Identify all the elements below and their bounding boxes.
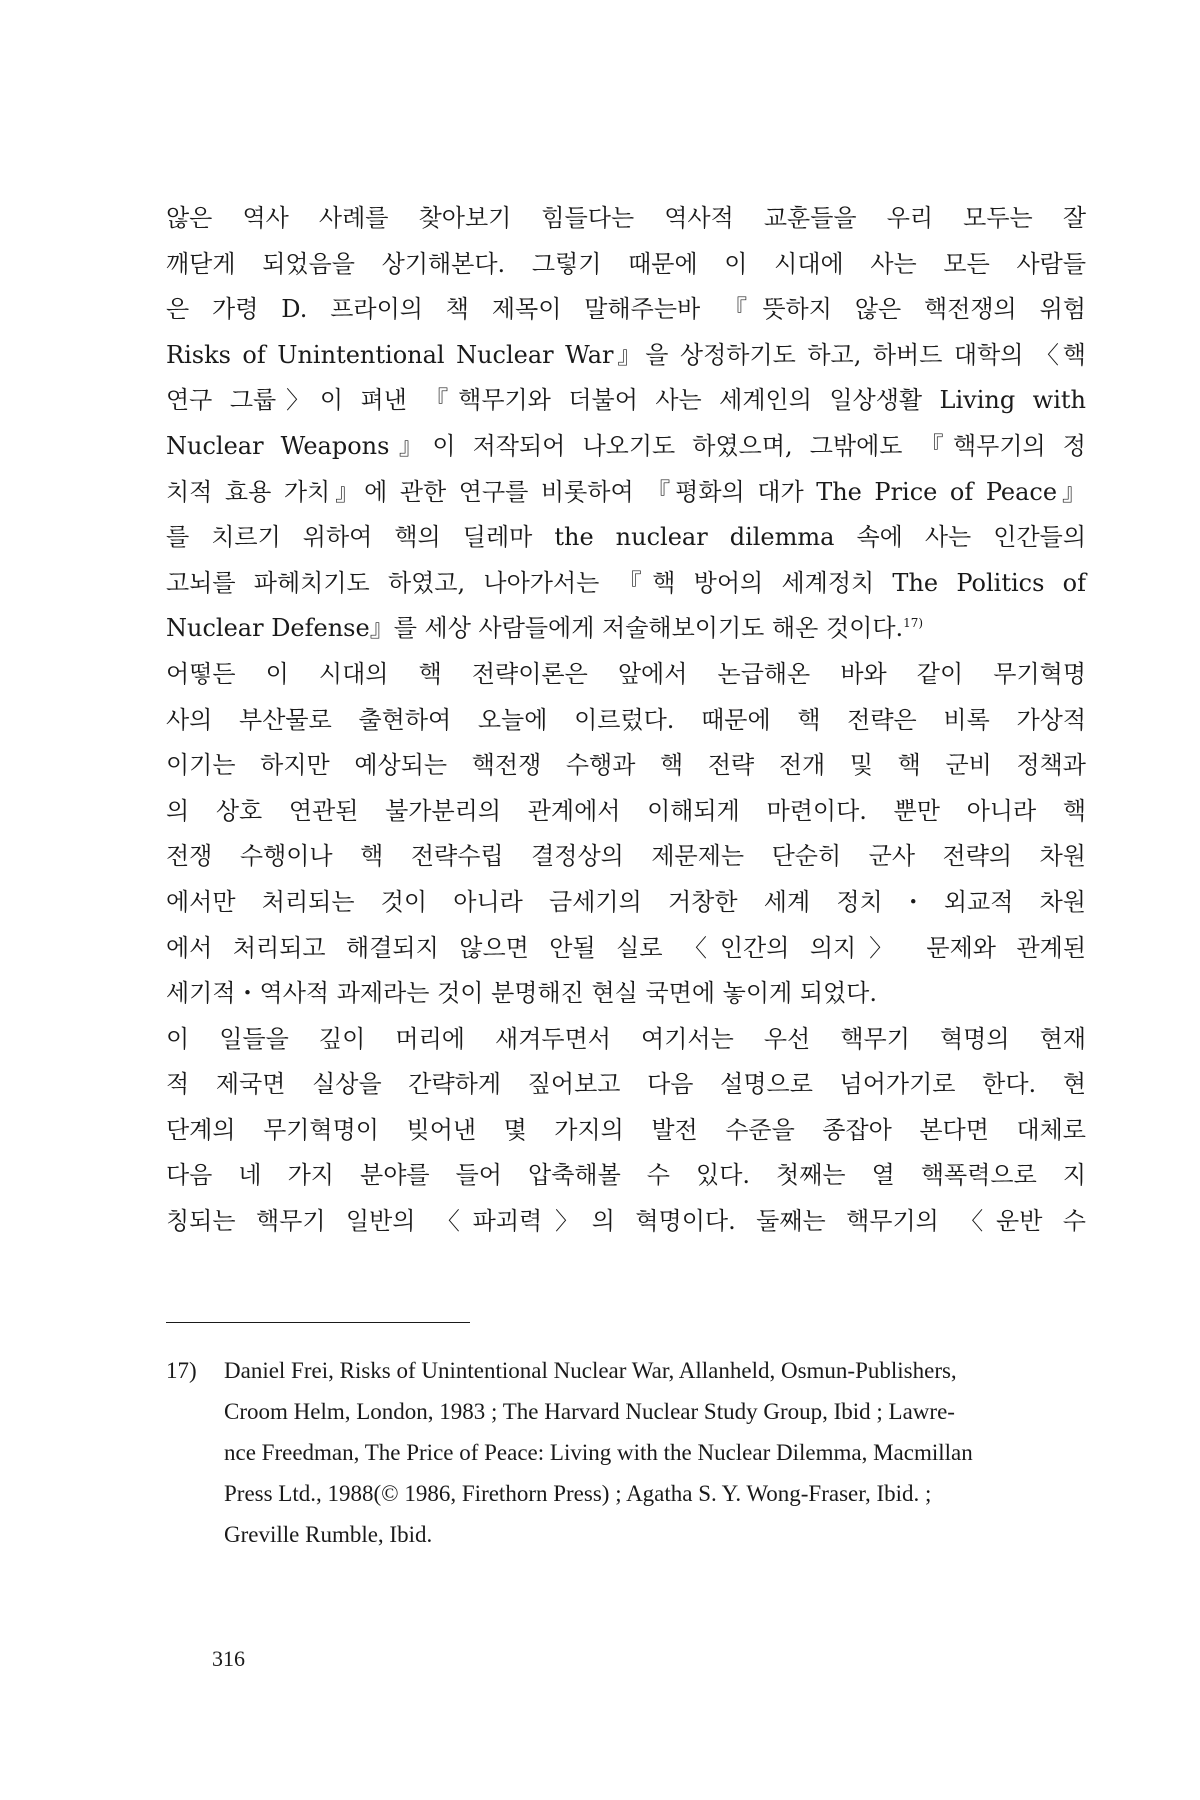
footnote-divider [166, 1322, 470, 1323]
body-line: 사의 부산물로 출현하여 오늘에 이르렀다. 때문에 핵 전략은 비록 가상적 [166, 705, 1086, 734]
footnote-line: Press Ltd., 1988(© 1986, Firethorn Press) ; Agatha S. Y. Wong-Fraser, Ibid. ; [224, 1481, 932, 1506]
body-line: 다음 네 가지 분야를 들어 압축해볼 수 있다. 첫째는 열 핵폭력으로 지 [166, 1161, 1086, 1190]
body-line: 어떻든 이 시대의 핵 전략이론은 앞에서 논급해온 바와 같이 무기혁명 [166, 659, 1086, 688]
footnote-text: Daniel Frei, Risks of Unintentional Nuclear War, Allanheld, Osmun-Publishers, [224, 1358, 957, 1383]
body-line: 에서 처리되고 해결되지 않으면 안될 실로 〈인간의 의지〉 문제와 관계된 [166, 933, 1086, 962]
body-line-text: Nuclear Defense』를 세상 사람들에게 저술해보이기도 해온 것이다. [166, 614, 904, 643]
footnote-line: Croom Helm, London, 1983 ; The Harvard Nuclear Study Group, Ibid ; Lawre- [224, 1399, 955, 1424]
body-line: 를 치르기 위하여 핵의 딜레마 the nuclear dilemma 속에 사는 인간들의 [166, 523, 1086, 552]
body-line: 이 일들을 깊이 머리에 새겨두면서 여기서는 우선 핵무기 혁명의 현재 [166, 1024, 1086, 1053]
body-line: 연구 그룹〉이 펴낸 『핵무기와 더불어 사는 세계인의 일상생활 Living with [166, 386, 1086, 415]
footnote-line: Greville Rumble, Ibid. [224, 1522, 433, 1547]
page-number: 316 [212, 1646, 245, 1671]
footnote [166, 1350, 1086, 1555]
body-line-with-footnote-ref [166, 606, 1086, 652]
footnote-line [166, 1350, 1086, 1391]
body-line: 전쟁 수행이나 핵 전략수립 결정상의 제문제는 단순히 군사 전략의 차원 [166, 842, 1086, 871]
body-line: 은 가령 D. 프라이의 책 제목이 말해주는바 『뜻하지 않은 핵전쟁의 위험 [166, 295, 1086, 324]
body-line: 단계의 무기혁명이 빚어낸 몇 가지의 발전 수준을 종잡아 본다면 대체로 [166, 1115, 1086, 1144]
body-line: 고뇌를 파헤치기도 하였고, 나아가서는 『핵 방어의 세계정치 The Politics of [166, 568, 1086, 597]
body-line: 의 상호 연관된 불가분리의 관계에서 이해되게 마련이다. 뿐만 아니라 핵 [166, 796, 1086, 825]
body-line: 이기는 하지만 예상되는 핵전쟁 수행과 핵 전략 전개 및 핵 군비 정책과 [166, 751, 1086, 780]
body-line: 에서만 처리되는 것이 아니라 금세기의 거창한 세계 정치・외교적 차원 [166, 887, 1086, 916]
body-line: 깨닫게 되었음을 상기해본다. 그렇기 때문에 이 시대에 사는 모든 사람들 [166, 249, 1086, 278]
body-line: Risks of Unintentional Nuclear War』을 상정하기도 하고, 하버드 대학의 〈핵 [166, 340, 1086, 369]
body-line: 적 제국면 실상을 간략하게 짚어보고 다음 설명으로 넘어가기로 한다. 현 [166, 1070, 1086, 1099]
body-line: 세기적・역사적 과제라는 것이 분명해진 현실 국면에 놓이게 되었다. [166, 979, 877, 1008]
body-line: 칭되는 핵무기 일반의 〈파괴력〉의 혁명이다. 둘째는 핵무기의 〈운반 수 [166, 1207, 1086, 1236]
body-line: 치적 효용 가치』에 관한 연구를 비롯하여 『평화의 대가 The Price of Peace』 [166, 477, 1086, 506]
body-text [166, 196, 1086, 1245]
footnote-number: 17) [166, 1358, 197, 1383]
body-line: 않은 역사 사례를 찾아보기 힘들다는 역사적 교훈들을 우리 모두는 잘 [166, 204, 1086, 232]
body-line: Nuclear Weapons』이 저작되어 나오기도 하였으며, 그밖에도 『핵무기의 정 [166, 431, 1086, 460]
footnote-line: nce Freedman, The Price of Peace: Living with the Nuclear Dilemma, Macmillan [224, 1440, 973, 1465]
footnote-reference: 17) [903, 616, 924, 631]
